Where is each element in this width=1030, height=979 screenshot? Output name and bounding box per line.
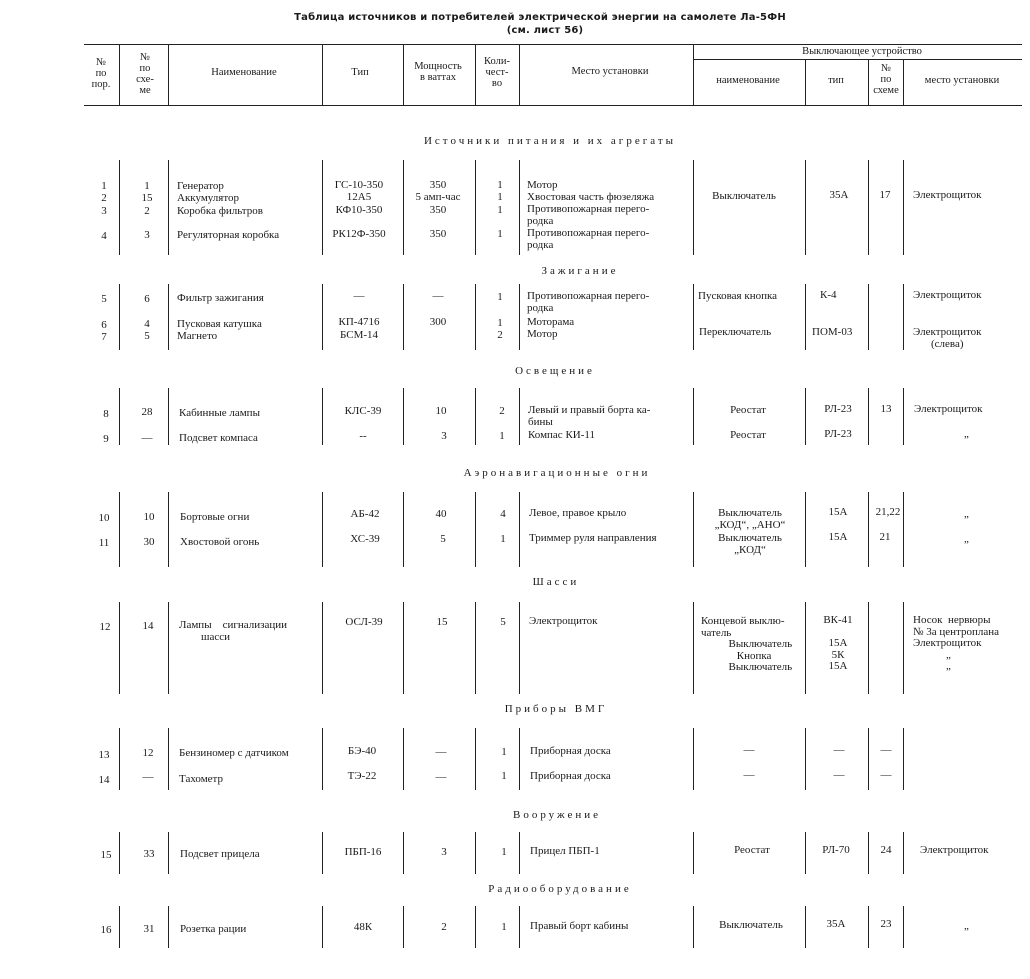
row-name: Бортовые огни — [180, 511, 250, 523]
header-sw-scheme: № по схеме — [873, 63, 899, 97]
row-place: Прицел ПБП-1 — [530, 845, 600, 857]
col-line — [805, 492, 806, 567]
col-line — [519, 492, 520, 567]
section-title: Освещение — [515, 365, 595, 377]
row-scheme: 33 — [143, 848, 155, 860]
col-line — [119, 492, 120, 567]
col-line — [868, 160, 869, 255]
row-switch-name: Реостат — [734, 844, 770, 856]
col-line — [403, 160, 404, 255]
row-qty: 1 — [497, 317, 503, 329]
section-title: Приборы ВМГ — [504, 703, 608, 715]
section-title: Аэронавигационные огни — [463, 467, 651, 479]
row-power: — — [435, 746, 447, 758]
col-line — [322, 388, 323, 445]
row-power: — — [432, 290, 444, 302]
row-switch-type: 35А — [826, 918, 846, 930]
row-name: Коробка фильтров — [177, 205, 263, 217]
row-place: Правый борт кабины — [530, 920, 629, 932]
col-line — [693, 388, 694, 445]
row-place: Мотор — [527, 328, 558, 340]
header-col-line — [119, 44, 120, 106]
row-place: Противопожарная перего- родка — [527, 290, 650, 314]
row-switch-scheme: 21,22 — [875, 506, 901, 518]
col-line — [168, 602, 169, 694]
row-name: Лампы сигнализации шасси — [179, 619, 287, 643]
header-sw-place: место установки — [924, 75, 1000, 86]
row-type: ТЭ-22 — [347, 770, 377, 782]
col-line — [519, 832, 520, 874]
row-num: 6 — [101, 319, 107, 331]
col-line — [805, 284, 806, 350]
table-title: Таблица источников и потребителей электрической энергии на самолете Ла-5ФН — [294, 12, 786, 23]
row-power: 15 — [436, 616, 448, 628]
row-scheme: 30 — [143, 536, 155, 548]
row-switch-place: „ — [964, 920, 969, 932]
col-line — [403, 284, 404, 350]
row-name: Розетка рации — [180, 923, 247, 935]
header-power: Мощность в ваттах — [414, 61, 462, 84]
row-num: 4 — [101, 230, 107, 242]
col-line — [868, 388, 869, 445]
col-line — [903, 492, 904, 567]
col-line — [403, 492, 404, 567]
col-line — [805, 160, 806, 255]
col-line — [693, 160, 694, 255]
row-switch-scheme: 17 — [879, 189, 891, 201]
header-top-rule — [84, 44, 1022, 45]
section-title: Зажигание — [541, 265, 619, 277]
row-switch-name: Реостат — [730, 404, 766, 416]
col-line — [519, 160, 520, 255]
row-name: Пусковая катушка — [177, 318, 262, 330]
row-switch-type: 15А — [828, 506, 848, 518]
row-switch-scheme: 13 — [880, 403, 892, 415]
row-power: 3 — [441, 430, 447, 442]
col-line — [475, 284, 476, 350]
col-line — [403, 832, 404, 874]
header-col-line — [693, 44, 694, 106]
col-line — [903, 602, 904, 694]
col-line — [168, 284, 169, 350]
col-line — [403, 388, 404, 445]
col-line — [322, 906, 323, 948]
row-switch-place: Электрощиток — [913, 189, 982, 201]
row-type: БСМ-14 — [339, 329, 379, 341]
header-name: Наименование — [211, 67, 277, 78]
row-qty: 5 — [500, 616, 506, 628]
header-col-line — [903, 59, 904, 106]
row-switch-place: „ — [964, 428, 969, 440]
row-switch-name: — — [743, 769, 755, 781]
col-line — [868, 602, 869, 694]
row-switch-place: Электрощиток — [913, 289, 982, 301]
col-line — [475, 602, 476, 694]
col-line — [403, 602, 404, 694]
col-line — [403, 906, 404, 948]
col-line — [519, 602, 520, 694]
header-switch-group: Выключающее устройство — [802, 46, 922, 57]
row-name: Подсвет компаса — [179, 432, 258, 444]
row-scheme: 5 — [144, 330, 150, 342]
row-place: Хвостовая часть фюзеляжа — [527, 191, 655, 203]
row-qty: 1 — [501, 921, 507, 933]
header-col-line — [519, 44, 520, 106]
header-num: № по пор. — [91, 57, 111, 91]
row-scheme: 4 — [144, 318, 150, 330]
row-type: — — [353, 290, 365, 302]
col-line — [868, 906, 869, 948]
row-switch-place: Носок нервюры № 3а центроплана Электрощиток „ „ — [913, 614, 1000, 673]
row-qty: 1 — [497, 204, 503, 216]
row-name: Тахометр — [179, 773, 223, 785]
row-switch-type: РЛ-70 — [822, 844, 850, 856]
col-line — [693, 832, 694, 874]
row-qty: 1 — [501, 846, 507, 858]
row-switch-name: Выключатель — [712, 190, 776, 202]
row-type: ХС-39 — [350, 533, 380, 545]
row-scheme: — — [141, 432, 153, 444]
col-line — [475, 492, 476, 567]
col-line — [322, 492, 323, 567]
row-switch-type: К-4 — [820, 289, 837, 301]
header-col-line — [403, 44, 404, 106]
row-switch-place: Электрощиток — [914, 403, 983, 415]
row-place: Моторама — [527, 316, 575, 328]
row-num: 7 — [101, 331, 107, 343]
row-power: 350 — [429, 228, 447, 240]
row-qty: 2 — [499, 405, 505, 417]
row-type: АБ-42 — [350, 508, 380, 520]
col-line — [119, 602, 120, 694]
row-scheme: 1 — [144, 180, 150, 192]
row-switch-name: Выключатель „КОД“ — [718, 532, 782, 556]
row-power: 3 — [441, 846, 447, 858]
row-scheme: — — [142, 771, 154, 783]
col-line — [693, 906, 694, 948]
row-scheme: 10 — [143, 511, 155, 523]
row-switch-name: Концевой выклю- чатель Выключатель Кнопка Выключатель — [701, 615, 793, 674]
col-line — [693, 284, 694, 350]
col-line — [119, 906, 120, 948]
row-type: БЭ-40 — [347, 745, 377, 757]
row-power: — — [435, 771, 447, 783]
row-power: 350 — [429, 179, 447, 191]
row-qty: 1 — [497, 291, 503, 303]
row-type: ГС-10-350 — [334, 179, 384, 191]
col-line — [805, 728, 806, 790]
row-num: 10 — [98, 512, 110, 524]
col-line — [868, 492, 869, 567]
row-num: 13 — [98, 749, 110, 761]
header-col-line — [168, 44, 169, 106]
col-line — [805, 602, 806, 694]
row-qty: 1 — [499, 430, 505, 442]
row-qty: 2 — [497, 329, 503, 341]
row-switch-type: 35А — [829, 189, 849, 201]
row-scheme: 28 — [141, 406, 153, 418]
row-type: ОСЛ-39 — [345, 616, 383, 628]
row-qty: 1 — [501, 746, 507, 758]
row-num: 3 — [101, 205, 107, 217]
row-num: 15 — [100, 849, 112, 861]
row-type: КЛС-39 — [344, 405, 382, 417]
col-line — [475, 832, 476, 874]
row-place: Триммер руля направления — [529, 532, 657, 544]
col-line — [119, 832, 120, 874]
header-col-line — [475, 44, 476, 106]
row-scheme: 12 — [142, 747, 154, 759]
row-name: Бензиномер с датчиком — [179, 747, 289, 759]
col-line — [119, 160, 120, 255]
col-line — [693, 492, 694, 567]
row-name: Аккумулятор — [177, 192, 240, 204]
row-num: 8 — [103, 408, 109, 420]
row-place: Левое, правое крыло — [529, 507, 627, 519]
col-line — [693, 602, 694, 694]
row-power: 2 — [441, 921, 447, 933]
row-scheme: 15 — [141, 192, 153, 204]
row-switch-type: ВК-41 15А 5К 15А — [823, 614, 853, 673]
row-switch-scheme: 24 — [880, 844, 892, 856]
row-num: 1 — [101, 180, 107, 192]
row-switch-type: ПОМ-03 — [812, 326, 853, 338]
section-title: Шасси — [532, 576, 580, 588]
table-subtitle: (см. лист 56) — [506, 25, 584, 36]
row-switch-scheme: — — [880, 744, 892, 756]
row-name: Магнето — [177, 330, 218, 342]
col-line — [168, 160, 169, 255]
row-type: 48К — [353, 921, 373, 933]
row-switch-type: РЛ-23 — [824, 428, 852, 440]
row-switch-name: — — [743, 744, 755, 756]
row-num: 12 — [99, 621, 111, 633]
row-name: Генератор — [177, 180, 224, 192]
col-line — [322, 728, 323, 790]
row-switch-place: „ — [964, 508, 969, 520]
row-name: Регуляторная коробка — [177, 229, 280, 241]
col-line — [119, 388, 120, 445]
row-place: Электрощиток — [529, 615, 598, 627]
col-line — [868, 832, 869, 874]
col-line — [322, 284, 323, 350]
row-type: КП-4716 — [338, 316, 380, 328]
col-line — [805, 832, 806, 874]
row-scheme: 2 — [144, 205, 150, 217]
col-line — [322, 832, 323, 874]
row-type: РК12Ф-350 — [332, 228, 386, 240]
row-num: 14 — [98, 774, 110, 786]
row-switch-name: Пусковая кнопка — [698, 290, 778, 302]
row-type: 12А5 — [346, 191, 372, 203]
col-line — [475, 388, 476, 445]
row-switch-scheme: — — [880, 769, 892, 781]
col-line — [868, 284, 869, 350]
row-name: Хвостовой огонь — [180, 536, 260, 548]
col-line — [168, 832, 169, 874]
row-qty: 1 — [497, 179, 503, 191]
row-switch-name: Выключатель „КОД“, „АНО“ — [714, 507, 786, 531]
row-name: Кабинные лампы — [179, 407, 260, 419]
row-power: 10 — [435, 405, 447, 417]
row-power: 5 амп-час — [415, 191, 461, 203]
header-col-line — [805, 59, 806, 106]
row-scheme: 3 — [144, 229, 150, 241]
section-title: Вооружение — [512, 809, 602, 821]
section-title: Радиооборудование — [488, 883, 632, 895]
row-scheme: 31 — [143, 923, 155, 935]
row-switch-scheme: 21 — [879, 531, 891, 543]
row-type: -- — [359, 430, 367, 442]
col-line — [903, 160, 904, 255]
row-power: 350 — [429, 204, 447, 216]
row-switch-name: Переключатель — [699, 326, 772, 338]
col-line — [519, 906, 520, 948]
row-switch-type: 15А — [828, 531, 848, 543]
row-place: Компас КИ-11 — [528, 429, 595, 441]
row-place: Противопожарная перего- родка — [527, 203, 650, 227]
row-place: Мотор — [527, 179, 558, 191]
col-line — [475, 906, 476, 948]
col-line — [168, 728, 169, 790]
row-switch-scheme: 23 — [880, 918, 892, 930]
row-place: Противопожарная перего- родка — [527, 227, 650, 251]
col-line — [475, 160, 476, 255]
header-sw-name: наименование — [716, 75, 780, 86]
row-type: КФ10-350 — [335, 204, 383, 216]
col-line — [868, 728, 869, 790]
row-power: 300 — [429, 316, 447, 328]
col-line — [903, 832, 904, 874]
row-qty: 1 — [500, 533, 506, 545]
header-place: Место установки — [571, 66, 649, 77]
col-line — [805, 906, 806, 948]
col-line — [903, 906, 904, 948]
col-line — [805, 388, 806, 445]
row-num: 16 — [100, 924, 112, 936]
row-name: Фильтр зажигания — [177, 292, 264, 304]
col-line — [903, 728, 904, 790]
col-line — [903, 284, 904, 350]
row-num: 9 — [103, 433, 109, 445]
row-switch-place: Электрощиток (слева) — [913, 326, 982, 350]
row-switch-type: РЛ-23 — [824, 403, 852, 415]
col-line — [519, 284, 520, 350]
header-bottom-rule — [84, 105, 1022, 106]
row-qty: 4 — [500, 508, 506, 520]
col-line — [168, 388, 169, 445]
row-switch-name: Реостат — [730, 429, 766, 441]
col-line — [119, 284, 120, 350]
row-qty: 1 — [497, 191, 503, 203]
row-place: Приборная доска — [530, 745, 611, 757]
row-num: 11 — [98, 537, 110, 549]
row-place: Левый и правый борта ка- бины — [528, 404, 651, 428]
row-type: ПБП-16 — [344, 846, 382, 858]
col-line — [475, 728, 476, 790]
header-type: Тип — [351, 67, 369, 78]
row-switch-name: Выключатель — [719, 919, 783, 931]
row-scheme: 14 — [142, 620, 154, 632]
row-num: 2 — [101, 192, 107, 204]
header-qty: Коли- чест- во — [484, 56, 510, 90]
header-col-line — [868, 59, 869, 106]
row-switch-type: — — [833, 744, 845, 756]
col-line — [519, 728, 520, 790]
row-qty: 1 — [501, 770, 507, 782]
col-line — [119, 728, 120, 790]
header-sw-type: тип — [828, 75, 844, 86]
row-power: 5 — [440, 533, 446, 545]
col-line — [403, 728, 404, 790]
col-line — [168, 492, 169, 567]
row-power: 40 — [435, 508, 447, 520]
row-switch-place: Электрощиток — [920, 844, 989, 856]
row-scheme: 6 — [144, 293, 150, 305]
row-num: 5 — [101, 293, 107, 305]
col-line — [168, 906, 169, 948]
header-col-line — [322, 44, 323, 106]
header-scheme: № по схе- ме — [136, 52, 154, 97]
row-place: Приборная доска — [530, 770, 611, 782]
col-line — [322, 602, 323, 694]
col-line — [903, 388, 904, 445]
col-line — [322, 160, 323, 255]
section-title: Источники питания и их агрегаты — [423, 135, 677, 147]
row-qty: 1 — [497, 228, 503, 240]
col-line — [693, 728, 694, 790]
switch-group-rule — [693, 59, 1022, 60]
row-switch-type: — — [833, 769, 845, 781]
col-line — [519, 388, 520, 445]
row-name: Подсвет прицела — [180, 848, 260, 860]
row-switch-place: „ — [964, 533, 969, 545]
